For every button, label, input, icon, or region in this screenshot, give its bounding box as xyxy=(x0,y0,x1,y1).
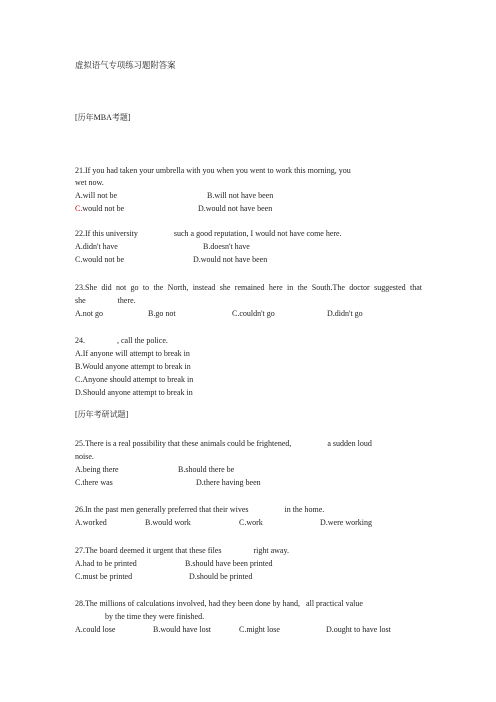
question-21-stem-cont: wet now. xyxy=(75,178,104,187)
option-22c: C.would not be xyxy=(75,255,125,264)
section-heading-kaoyan: [历年考研试题] xyxy=(75,410,129,419)
option-22b: B.doesn't have xyxy=(203,242,250,251)
option-28b: B.would have lost xyxy=(153,625,211,634)
question-22-stem: 22.If this university such a good reputation, I would not have come here. xyxy=(75,229,342,238)
option-22a: A.didn't have xyxy=(75,242,118,251)
option-25b: B.should there be xyxy=(178,465,235,474)
option-26b: B.would work xyxy=(145,518,191,527)
option-21d: D.would not have been xyxy=(198,204,273,213)
option-22d: D.would not have been xyxy=(193,255,268,264)
question-27-stem: 27.The board deemed it urgent that these files right away. xyxy=(75,546,289,555)
option-27d: D.should be printed xyxy=(189,572,253,581)
option-21b: B.will not have been xyxy=(207,191,274,200)
option-25c: C.there was xyxy=(75,478,113,487)
option-23b: B.go not xyxy=(148,309,176,318)
option-24a: A.If anyone will attempt to break in xyxy=(75,349,190,358)
option-23a: A.not go xyxy=(75,309,103,318)
question-21-stem: 21.If you had taken your umbrella with you when you went to work this morning, you xyxy=(75,166,351,175)
question-26-stem: 26.In the past men generally preferred that their wives in the home. xyxy=(75,505,325,514)
question-25-stem: 25.There is a real possibility that these animals could be frightened, a sudden loud xyxy=(75,439,372,448)
option-24c: C.Anyone should attempt to break in xyxy=(75,375,194,384)
option-27c: C.must be printed xyxy=(75,572,133,581)
option-23c: C.couldn't go xyxy=(232,309,275,318)
question-23-stem: 23.She did not go to the North, instead she remained here in the South.The doctor suggested that xyxy=(75,283,422,292)
question-28-stem: 28.The millions of calculations involved, had they been done by hand, all practical value xyxy=(75,599,363,608)
option-24b: B.Would anyone attempt to break in xyxy=(75,362,191,371)
option-26a: A.worked xyxy=(75,518,107,527)
option-26d: D.were working xyxy=(320,518,372,527)
option-23d: D.didn't go xyxy=(327,309,363,318)
question-24-stem: 24. , call the police. xyxy=(75,336,168,345)
option-26c: C.work xyxy=(239,518,263,527)
option-28d: D.ought to have lost xyxy=(326,625,391,634)
option-21c: C.would not be xyxy=(75,204,125,213)
document-title: 虚拟语气专项练习题附答案 xyxy=(75,61,176,70)
option-24d: D.Should anyone attempt to break in xyxy=(75,388,193,397)
option-21c-letter: C. xyxy=(75,204,83,213)
section-heading-mba: [历年MBA考题] xyxy=(75,113,131,122)
option-21a: A.will not be xyxy=(75,191,117,200)
option-28a: A.could lose xyxy=(75,625,116,634)
option-25a: A.being there xyxy=(75,465,119,474)
question-28-stem-cont: by the time they were finished. xyxy=(105,612,205,621)
option-27a: A.had to be printed xyxy=(75,559,137,568)
option-25d: D.there having been xyxy=(196,478,261,487)
option-27b: B.should have been printed xyxy=(185,559,273,568)
question-23-stem-cont: she there. xyxy=(75,296,136,305)
option-28c: C.might lose xyxy=(239,625,280,634)
question-25-stem-cont: noise. xyxy=(75,452,94,461)
